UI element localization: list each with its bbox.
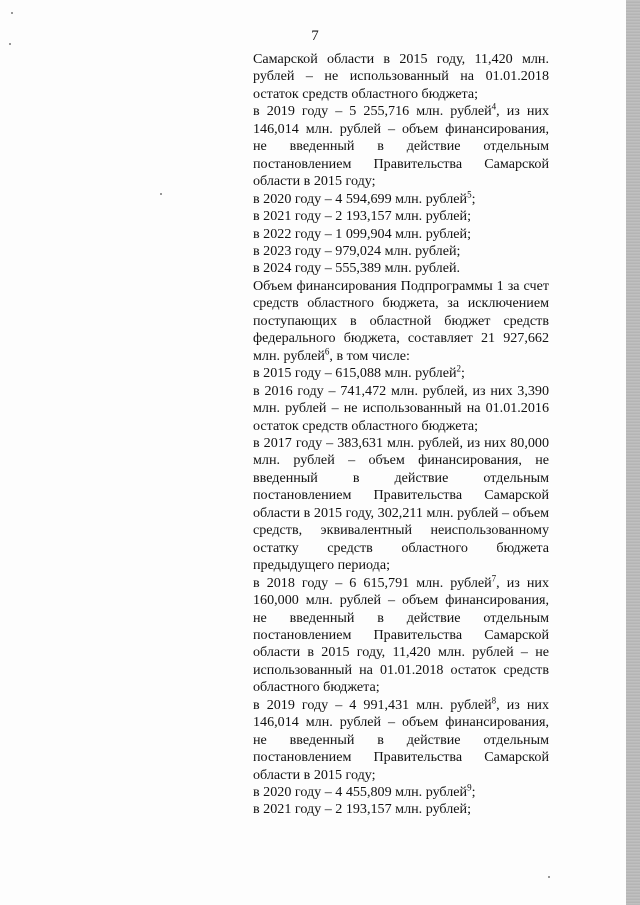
footnote-marker: 9 bbox=[467, 782, 472, 793]
footnote-marker: 4 bbox=[491, 101, 497, 112]
document-paragraph bbox=[253, 260, 549, 277]
document-paragraph bbox=[253, 435, 549, 575]
paragraph-text: в 2021 году – 2 193,157 млн. рублей; bbox=[253, 801, 471, 818]
paragraph-text: , из них 146,014 млн. рублей – объем финансирования, не введенный в действие отдельным постановлением Правительства Самарской области в 2015 году; bbox=[253, 103, 549, 190]
paragraph-text: , из них 160,000 млн. рублей – объем финансирования, не введенный в действие отдельным постановлением Правительства Самарской области в 2015 году, 11,420 млн. рублей – не использованный на 01.01.2018 остаток средств областного бюджета; bbox=[253, 574, 549, 696]
paragraph-text: в 2016 году – 741,472 млн. рублей, из них 3,390 млн. рублей – не использованный на 01.01.2016 остаток средств областного бюджета; bbox=[253, 382, 549, 434]
paragraph-text: в 2024 году – 555,389 млн. рублей. bbox=[253, 260, 461, 277]
paragraph-text: Объем финансирования Подпрограммы 1 за счет средств областного бюджета, за исключением поступающих в областной бюджет средств федерального бюджета, составляет 21 927,662 млн. рублей bbox=[253, 277, 549, 364]
document-paragraph bbox=[253, 51, 549, 103]
document-paragraph bbox=[253, 697, 549, 784]
paragraph-text: , из них 146,014 млн. рублей – объем финансирования, не введенный в действие отдельным постановлением Правительства Самарской области в 2015 году; bbox=[253, 696, 549, 783]
document-paragraph bbox=[253, 365, 549, 382]
paragraph-text: в 2015 году – 615,088 млн. рублей bbox=[253, 365, 457, 382]
scan-speck bbox=[160, 193, 162, 195]
paragraph-text: в 2017 году – 383,631 млн. рублей, из них 80,000 млн. рублей – объем финансирования, не введенный в действие отдельным постановлением Правительства Самарской области в 2015 году, 302,211 млн. рублей – объем средств, эквивалентный неиспользованному остатку средств областного бюджета предыдущего периода; bbox=[253, 434, 549, 574]
document-paragraph bbox=[253, 383, 549, 435]
document-paragraph bbox=[253, 226, 549, 243]
paragraph-text: ; bbox=[471, 784, 476, 801]
document-paragraph bbox=[253, 278, 549, 365]
scan-speck bbox=[11, 12, 13, 14]
scan-edge-shadow bbox=[626, 0, 640, 905]
document-paragraph bbox=[253, 572, 549, 697]
document-paragraph bbox=[253, 784, 549, 801]
paragraph-text: ; bbox=[471, 190, 476, 207]
document-paragraph bbox=[253, 801, 549, 818]
footnote-marker: 6 bbox=[324, 346, 330, 357]
document-text-column bbox=[253, 51, 549, 819]
paragraph-text: в 2019 году – 4 991,431 млн. рублей bbox=[253, 696, 492, 713]
paragraph-text: ; bbox=[461, 365, 465, 382]
scan-speck bbox=[548, 876, 550, 878]
footnote-marker: 7 bbox=[491, 572, 497, 583]
paragraph-text: в 2020 году – 4 594,699 млн. рублей bbox=[253, 190, 468, 207]
scan-speck bbox=[9, 43, 11, 45]
paragraph-text: в 2020 году – 4 455,809 млн. рублей bbox=[253, 784, 468, 801]
footnote-marker: 5 bbox=[467, 188, 472, 199]
document-paragraph bbox=[253, 208, 549, 225]
paragraph-text: Самарской области в 2015 году, 11,420 млн. рублей – не использованный на 01.01.2018 остаток средств областного бюджета; bbox=[253, 51, 549, 102]
document-paragraph bbox=[253, 103, 549, 190]
paragraph-text: в 2023 году – 979,024 млн. рублей; bbox=[253, 242, 461, 259]
footnote-marker: 2 bbox=[456, 363, 462, 374]
document-paragraph bbox=[253, 243, 549, 260]
page-number: 7 bbox=[311, 28, 319, 44]
footnote-marker: 8 bbox=[491, 695, 497, 706]
paragraph-text: , в том числе: bbox=[329, 347, 410, 364]
paragraph-text: в 2019 году – 5 255,716 млн. рублей bbox=[253, 103, 492, 120]
paragraph-text: в 2021 году – 2 193,157 млн. рублей; bbox=[253, 208, 471, 225]
paragraph-text: в 2018 году – 6 615,791 млн. рублей bbox=[253, 574, 492, 591]
paragraph-text: в 2022 году – 1 099,904 млн. рублей; bbox=[253, 225, 471, 242]
document-paragraph bbox=[253, 188, 549, 208]
